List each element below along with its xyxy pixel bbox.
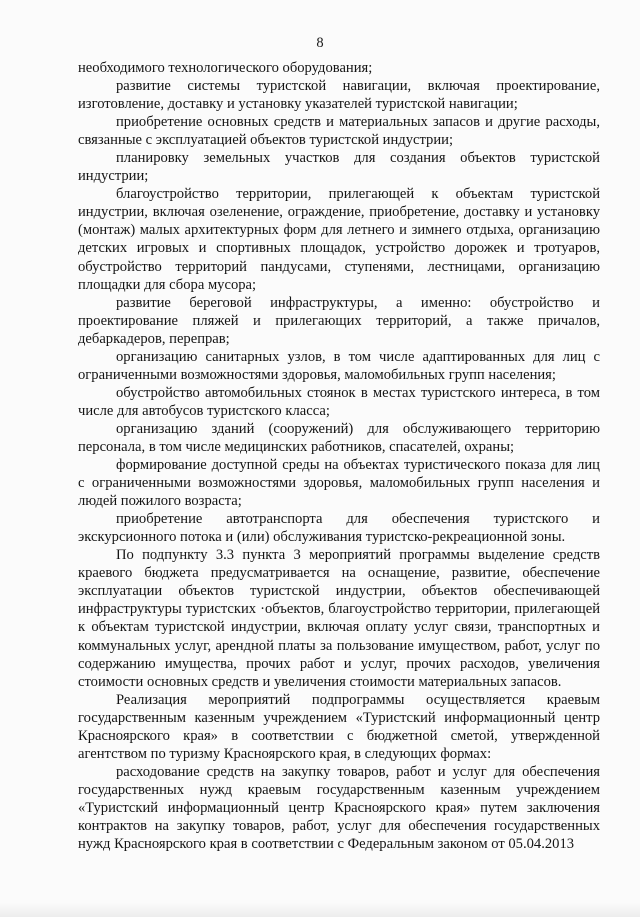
paragraph: формирование доступной среды на объектах туристического показа для лиц с ограниченными возможностями здоровья, маломобильных групп населения и людей пожилого возраста; <box>78 457 600 510</box>
paragraph: По подпункту 3.3 пункта 3 мероприятий программы выделение средств краевого бюджета предусматривается на оснащение, развитие, обеспечение эксплуатации объектов туристской индустрии, объектов обеспечивающей инфраструктуры туристских ·объектов, благоустройство территории, прилегающей к объектам туристской индустрии, включая оплату услуг связи, транспортных и коммунальных услуг, арендной платы за пользование имуществом, работ, услуг по содержанию имущества, прочих работ и услуг, прочих расходов, увеличения стоимости основных средств и увеличения стоимости материальных запасов. <box>78 547 600 690</box>
paragraph: расходование средств на закупку товаров, работ и услуг для обеспечения государственных нужд краевым государственным казенным учреждением «Туристский информационный центр Красноярского края» путем заключения контрактов на закупку товаров, работ, услуг для обеспечения государственных нужд Красноярского края в соответствии с Федеральным законом от 05.04.2013 <box>78 763 600 853</box>
paragraph: организацию санитарных узлов, в том числе адаптированных для лиц с ограниченными возможностями здоровья, маломобильных групп населения; <box>78 348 600 383</box>
scan-edge-shadow <box>0 903 640 917</box>
paragraph: обустройство автомобильных стоянок в местах туристского интереса, в том числе для автобусов туристского класса; <box>78 384 600 419</box>
paragraph: развитие береговой инфраструктуры, а именно: обустройство и проектирование пляжей и прилегающих территорий, а также причалов, дебаркадеров, переправ; <box>78 294 600 347</box>
paragraph: приобретение основных средств и материальных запасов и другие расходы, связанные с эксплуатацией объектов туристской индустрии; <box>78 114 600 149</box>
paragraph: необходимого технологического оборудования; <box>78 60 373 76</box>
document-body <box>78 59 600 853</box>
page-number: 8 <box>316 35 324 51</box>
paragraph: организацию зданий (сооружений) для обслуживающего территорию персонала, в том числе медицинских работников, спасателей, охраны; <box>78 420 600 455</box>
paragraph: приобретение автотранспорта для обеспечения туристского и экскурсионного потока и (или) обслуживания туристско-рекреационной зоны. <box>78 511 600 546</box>
paragraph: развитие системы туристской навигации, включая проектирование, изготовление, доставку и установку указателей туристской навигации; <box>78 78 600 113</box>
paragraph: Реализация мероприятий подпрограммы осуществляется краевым государственным казенным учреждением «Туристский информационный центр Красноярского края» в соответствии с бюджетной сметой, утвержденной агентством по туризму Красноярского края, в следующих формах: <box>78 691 600 762</box>
paragraph: планировку земельных участков для создания объектов туристской индустрии; <box>78 150 600 185</box>
paragraph: благоустройство территории, прилегающей к объектам туристской индустрии, включая озеленение, ограждение, приобретение, доставку и установку (монтаж) малых архитектурных форм для летнего и зимнего отдыха, организацию детских игровых и спортивных площадок, устройство дорожек и тротуаров, обустройство территорий пандусами, ступенями, лестницами, организацию площадки для сбора мусора; <box>78 186 600 293</box>
